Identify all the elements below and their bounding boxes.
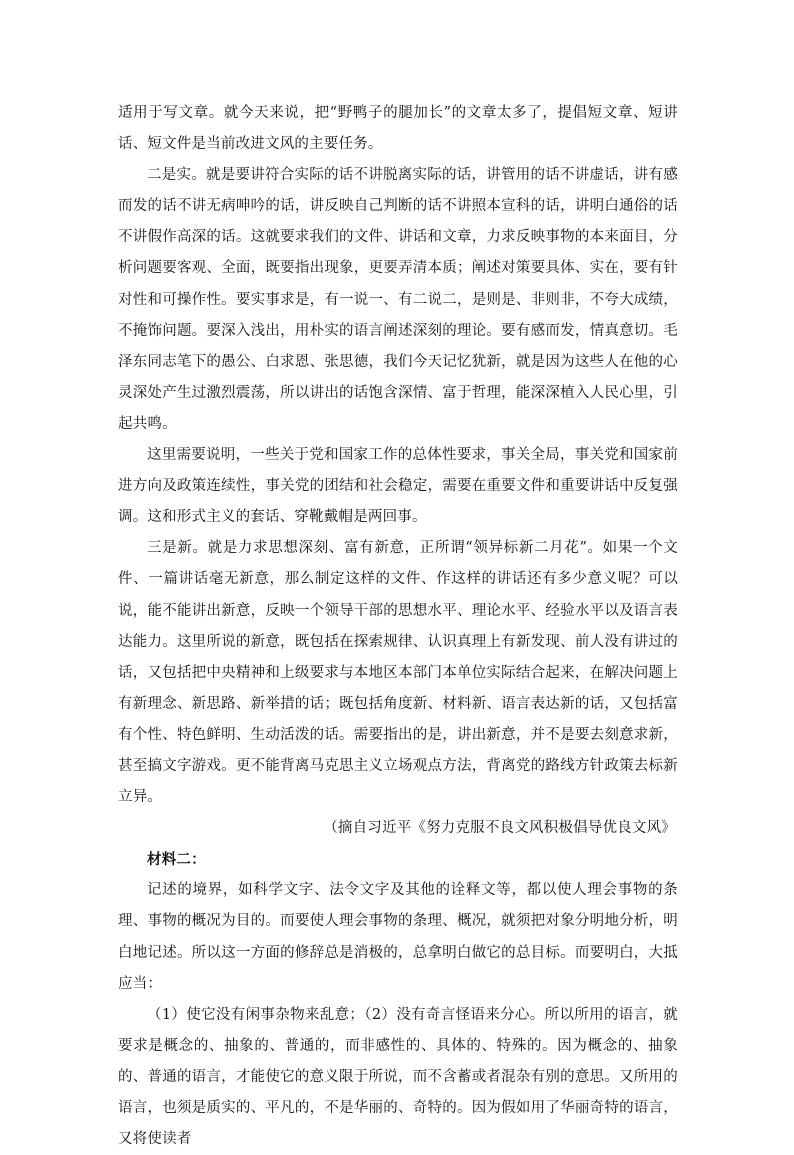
paragraph-material-two-list: （1）使它没有闲事杂物来乱意；（2）没有奇言怪语来分心。所以所用的语言，就要求是概念的、抽象的、普通的，而非感性的、具体的、特殊的。因为概念的、抽象的、普通的语言，才能使它的意义限于所说，而不含蓄或者混杂有别的意思。又所用的语言，也须是质实的、平凡的，不是华丽的、奇特的。因为假如用了华丽奇特的语言，又将使读者 [118, 1006, 678, 1148]
source-citation: （摘自习近平《努力克服不良文风积极倡导优良文风》 [323, 820, 676, 837]
document-page [118, 98, 678, 1155]
paragraph-point-two: 二是实。就是要讲符合实际的话不讲脱离实际的话，讲管用的话不讲虚话，讲有感而发的话不讲无病呻吟的话，讲反映自己判断的话不讲照本宣科的话，讲明白通俗的话不讲假作高深的话。这就要求我们的文件、讲话和文章，力求反映事物的本来面目，分析问题要客观、全面，既要指出现象，更要弄清本质；阐述对策要具体、实在，要有针对性和可操作性。要实事求是，有一说一、有二说二，是则是、非则非，不夸大成绩，不掩饰问题。要深入浅出，用朴实的语言阐述深刻的理论。要有感而发，情真意切。毛泽东同志笔下的愚公、白求恩、张思德，我们今天记忆犹新，就是因为这些人在他的心灵深处产生过激烈震荡，所以讲出的话饱含深情、富于哲理，能深深植入人民心里，引起共鸣。 [118, 167, 678, 432]
paragraph-explanation: 这里需要说明，一些关于党和国家工作的总体性要求，事关全局，事关党和国家前进方向及政策连续性，事关党的团结和社会稳定，需要在重要文件和重要讲话中反复强调。这和形式主义的套话、穿靴戴帽是两回事。 [118, 447, 678, 526]
paragraph-continuation: 适用于写文章。就今天来说，把“野鸭子的腿加长”的文章太多了，提倡短文章、短讲话、短文件是当前改进文风的主要任务。 [118, 105, 678, 153]
paragraph-material-two-intro: 记述的境界，如科学文字、法令文字及其他的诠释文等，都以使人理会事物的条理、事物的概况为目的。而要使人理会事物的条理、概况，就须把对象分明地分析，明白地记述。所以这一方面的修辞总是消极的，总拿明白做它的总目标。而要明白，大抵应当： [118, 882, 678, 992]
paragraph-point-three: 三是新。就是力求思想深刻、富有新意，正所谓“领异标新二月花”。如果一个文件、一篇讲话毫无新意，那么制定这样的文件、作这样的讲话还有多少意义呢？可以说，能不能讲出新意，反映一个领导干部的思想水平、理论水平、经验水平以及语言表达能力。这里所说的新意，既包括在探索规律、认识真理上有新发现、前人没有讲过的话，又包括把中央精神和上级要求与本地区本部门本单位实际结合起来，在解决问题上有新理念、新思路、新举措的话；既包括角度新、材料新、语言表达新的话，又包括富有个性、特色鲜明、生动活泼的话。需要指出的是，讲出新意，并不是要去刻意求新，甚至搞文字游戏。更不能背离马克思主义立场观点方法，背离党的路线方针政策去标新立异。 [118, 540, 678, 806]
section-heading-material-two: 材料二： [147, 851, 206, 869]
